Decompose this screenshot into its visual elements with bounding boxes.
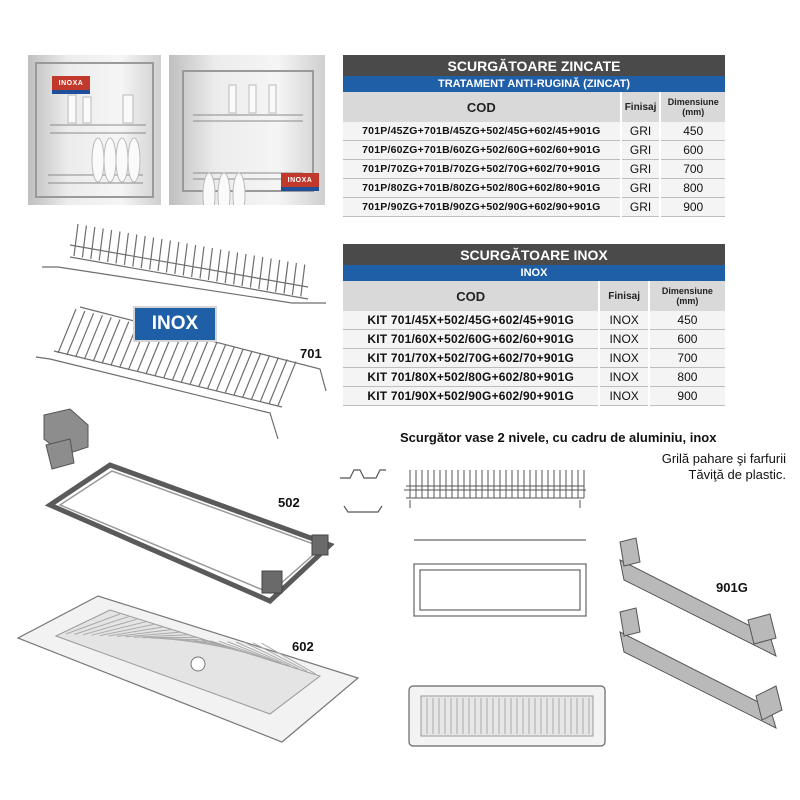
frame-front-sketch (410, 530, 590, 620)
plastic-support-clip (752, 676, 792, 736)
profile-sketch (336, 464, 396, 514)
inox-table-cell-dimension: 450 (649, 311, 725, 330)
zinc-table-row (343, 198, 725, 217)
dish-rack-photo-illustration (28, 55, 161, 205)
inox-table-cell-dimension: 900 (649, 387, 725, 406)
zinc-table-row (343, 122, 725, 141)
inox-table-cell-finish: INOX (599, 330, 648, 349)
inox-table-cell-finish: INOX (599, 368, 648, 387)
zinc-table-cell-dimension: 800 (660, 179, 725, 198)
product-photo-right (169, 55, 325, 205)
inox-table-subtitle: INOX (343, 265, 725, 281)
description-line-1: Grilă pahare şi farfurii (661, 451, 786, 466)
zinc-table-row (343, 141, 725, 160)
inox-table-row (343, 387, 725, 406)
brand-logo: INOXA (52, 76, 90, 90)
zinc-table-cell-dimension: 700 (660, 160, 725, 179)
zinc-table-cell-dimension: 900 (660, 198, 725, 217)
zinc-table-cell-code: 701P/90ZG+701B/90ZG+502/90G+602/90+901G (343, 198, 621, 217)
part-label-602: 602 (292, 639, 314, 654)
inox-table-cell-finish: INOX (599, 311, 648, 330)
inox-table-cell-finish: INOX (599, 387, 648, 406)
zinc-table-cell-finish: GRI (621, 141, 661, 160)
plastic-tray-602-illustration (14, 590, 374, 750)
part-label-901g: 901G (716, 580, 748, 595)
inox-table-cell-code: KIT 701/90X+502/90G+602/90+901G (343, 387, 599, 406)
part-label-701: 701 (300, 346, 322, 361)
zinc-table-cell-finish: GRI (621, 160, 661, 179)
zinc-table-cell-finish: GRI (621, 122, 661, 141)
inox-header-finish: Finisaj (599, 281, 648, 311)
zinc-table-cell-code: 701P/70ZG+701B/70ZG+502/70G+602/70+901G (343, 160, 621, 179)
inox-header-code: COD (343, 281, 599, 311)
part-label-502: 502 (278, 495, 300, 510)
inox-table-cell-dimension: 600 (649, 330, 725, 349)
inox-table-row (343, 349, 725, 368)
zinc-table-cell-dimension: 450 (660, 122, 725, 141)
zinc-table-cell-code: 701P/45ZG+701B/45ZG+502/45G+602/45+901G (343, 122, 621, 141)
inox-table-cell-finish: INOX (599, 349, 648, 368)
inox-table-row (343, 311, 725, 330)
zinc-table-title: SCURGĂTOARE ZINCATE (343, 55, 725, 76)
inox-header-dimension: Dimensiune (mm) (649, 281, 725, 311)
zinc-header-code: COD (343, 92, 621, 122)
inox-table-row (343, 330, 725, 349)
zinc-table-row (343, 160, 725, 179)
zinc-table-cell-finish: GRI (621, 179, 661, 198)
inox-table-cell-code: KIT 701/70X+502/70G+602/70+901G (343, 349, 599, 368)
zinc-table-cell-dimension: 600 (660, 141, 725, 160)
zinc-table-cell-finish: GRI (621, 198, 661, 217)
inox-table-cell-dimension: 700 (649, 349, 725, 368)
zinc-table-cell-code: 701P/80ZG+701B/80ZG+502/80G+602/80+901G (343, 179, 621, 198)
inox-badge: INOX (133, 306, 217, 342)
inox-table-cell-dimension: 800 (649, 368, 725, 387)
zinc-table-row (343, 179, 725, 198)
product-photo-left (28, 55, 161, 205)
inox-product-table (343, 244, 725, 406)
grid-rack-sketch (400, 464, 590, 510)
zinc-table-subtitle: TRATAMENT ANTI-RUGINĂ (ZINCAT) (343, 76, 725, 92)
product-headline: Scurgător vase 2 nivele, cu cadru de aluminiu, inox (400, 430, 717, 445)
inox-table-cell-code: KIT 701/45X+502/45G+602/45+901G (343, 311, 599, 330)
tray-top-sketch (405, 682, 615, 752)
inox-table-cell-code: KIT 701/60X+502/60G+602/60+901G (343, 330, 599, 349)
zinc-product-table (343, 55, 725, 217)
zinc-table-cell-code: 701P/60ZG+701B/60ZG+502/60G+602/60+901G (343, 141, 621, 160)
zinc-header-finish: Finisaj (621, 92, 661, 122)
inox-table-title: SCURGĂTOARE INOX (343, 244, 725, 265)
inox-table-cell-code: KIT 701/80X+502/80G+602/80+901G (343, 368, 599, 387)
brand-logo: INOXA (281, 173, 319, 187)
inox-table-row (343, 368, 725, 387)
description-line-2: Tăviţă de plastic. (688, 467, 786, 482)
zinc-header-dimension: Dimensiune (mm) (660, 92, 725, 122)
